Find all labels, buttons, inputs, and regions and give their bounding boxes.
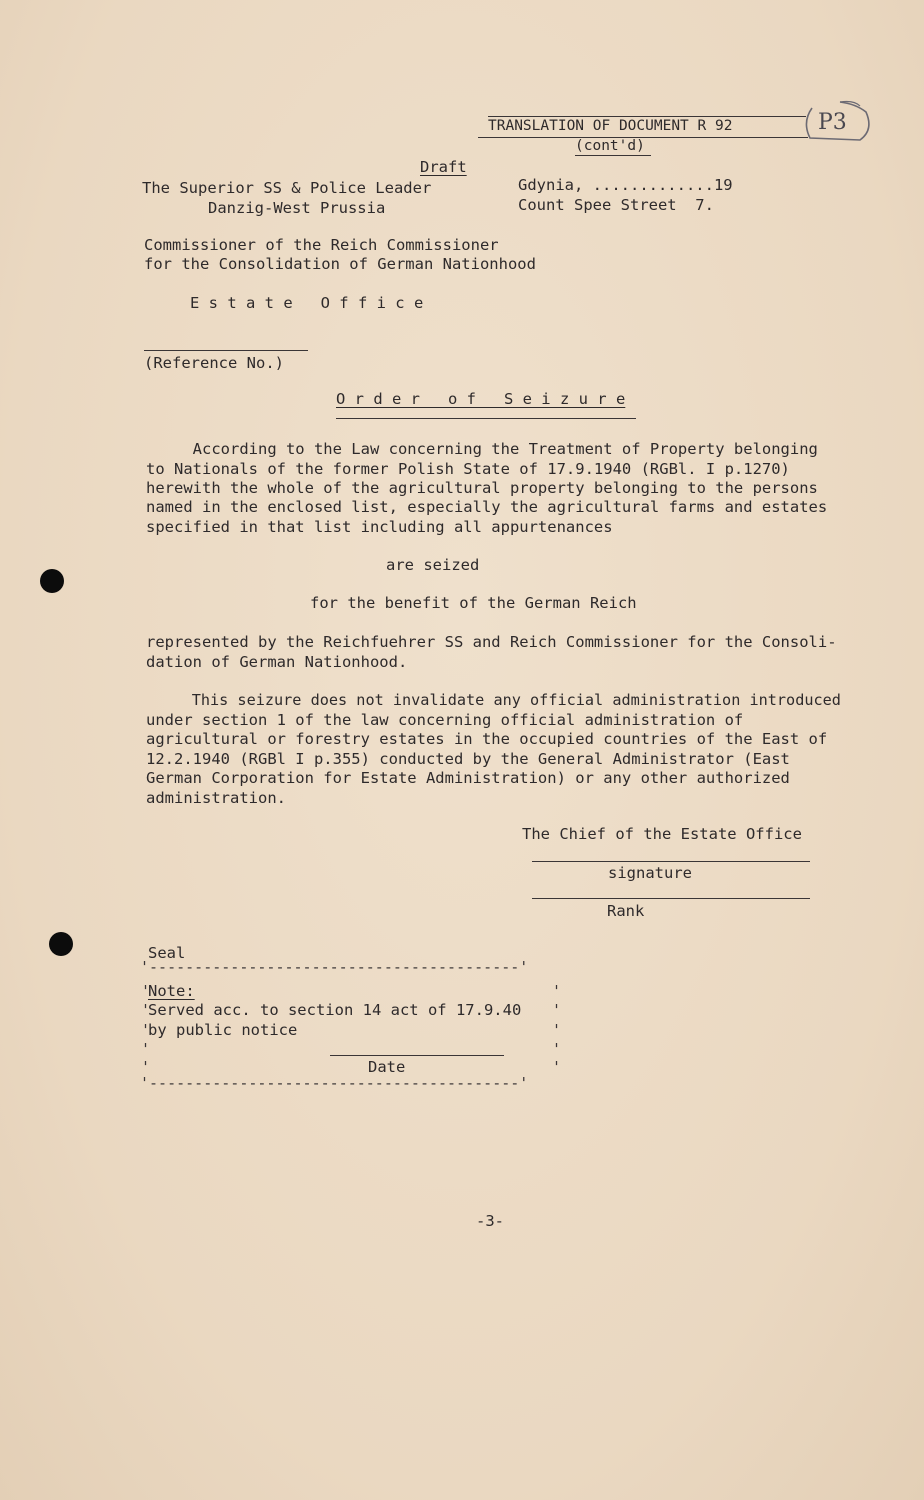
paragraph-1-line: specified in that list including all appurtenances: [146, 518, 613, 536]
paragraph-1-line: to Nationals of the former Polish State of 17.9.1940 (RGBl. I p.1270): [146, 460, 790, 478]
reference-overline: [144, 350, 308, 351]
seal-box-right-tick: ': [552, 1040, 562, 1058]
paragraph-3-line: under section 1 of the law concerning official administration of: [146, 711, 744, 729]
estate-office-heading: E s t a t e O f f i c e: [190, 294, 424, 312]
sender-line-1: The Superior SS & Police Leader: [142, 179, 432, 197]
seal-label: Seal: [148, 944, 186, 962]
seal-box-bottom-border: '-----------------------------------------': [140, 1074, 529, 1092]
order-title-underline: [336, 418, 636, 419]
punch-hole-bottom: [49, 932, 73, 956]
seal-box-top-border: '-----------------------------------------': [140, 958, 529, 976]
paragraph-3-line: German Corporation for Estate Administration) or any other authorized: [146, 769, 790, 787]
seal-box-left-tick: ': [141, 1058, 151, 1076]
seal-box-left-tick: ': [141, 1040, 151, 1058]
paragraph-2-line: represented by the Reichfuehrer SS and Reich Commissioner for the Consoli-: [146, 633, 837, 651]
sender-line-2: Danzig-West Prussia: [208, 199, 386, 217]
seal-box-left-tick: ': [141, 982, 151, 1000]
seal-box-right-tick: ': [552, 1001, 562, 1019]
signature-line: [532, 861, 810, 862]
paragraph-1-line: According to the Law concerning the Treatment of Property belonging: [146, 440, 818, 458]
rank-label: Rank: [607, 902, 645, 920]
title-overline: [488, 116, 806, 117]
chief-title: The Chief of the Estate Office: [522, 825, 802, 843]
contd-label: (cont'd): [575, 138, 645, 154]
contd-underline: [575, 155, 651, 156]
rank-line: [532, 898, 810, 899]
signature-label: signature: [608, 864, 692, 882]
date-label: Date: [368, 1058, 406, 1076]
page-number: -3-: [476, 1212, 504, 1230]
date-line: [330, 1055, 504, 1056]
draft-label: Draft: [420, 158, 467, 176]
paragraph-3-line: This seizure does not invalidate any official administration introduced: [146, 691, 841, 709]
street-address: Count Spee Street 7.: [518, 196, 714, 214]
seal-box-left-tick: ': [141, 1021, 151, 1039]
note-line-1: Served acc. to section 14 act of 17.9.40: [148, 1001, 522, 1019]
paragraph-3-line: 12.2.1940 (RGBl I p.355) conducted by the General Administrator (East: [146, 750, 790, 768]
paragraph-3-line: administration.: [146, 789, 286, 807]
commissioner-line-1: Commissioner of the Reich Commissioner: [144, 236, 499, 254]
reference-number: (Reference No.): [144, 354, 284, 372]
seal-box-right-tick: ': [552, 1021, 562, 1039]
paragraph-2-line: dation of German Nationhood.: [146, 653, 408, 671]
page-mark: P3: [818, 110, 847, 135]
note-label: Note:: [148, 982, 195, 1000]
commissioner-line-2: for the Consolidation of German Nationhood: [144, 255, 536, 273]
seal-box-right-tick: ': [552, 1058, 562, 1076]
seal-box-left-tick: ': [141, 1001, 151, 1019]
seal-box-right-tick: ': [552, 982, 562, 1000]
order-title: O r d e r o f S e i z u r e: [336, 390, 626, 408]
paragraph-3-line: agricultural or forestry estates in the occupied countries of the East of: [146, 730, 828, 748]
place-date: Gdynia, .............19: [518, 176, 733, 194]
punch-hole-top: [40, 569, 64, 593]
benefit-line: for the benefit of the German Reich: [310, 594, 637, 612]
paragraph-1-line: herewith the whole of the agricultural property belonging to the persons: [146, 479, 818, 497]
seized-line: are seized: [386, 556, 480, 574]
translation-title: TRANSLATION OF DOCUMENT R 92: [488, 118, 733, 134]
paragraph-1-line: named in the enclosed list, especially the agricultural farms and estates: [146, 498, 828, 516]
note-line-2: by public notice: [148, 1021, 298, 1039]
